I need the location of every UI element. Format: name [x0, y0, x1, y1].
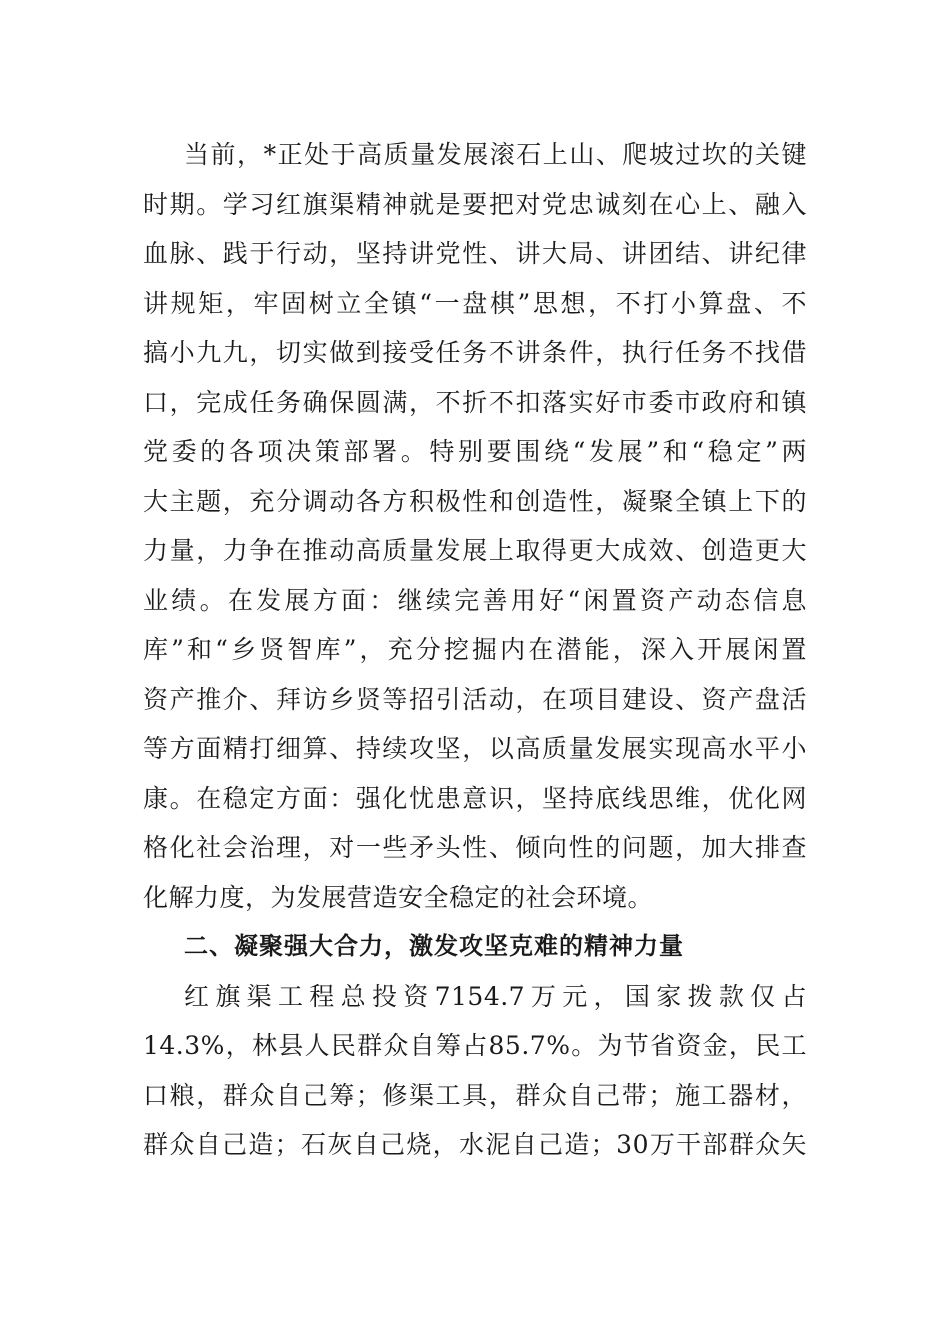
- paragraph-line: 党委的各项决策部署。特别要围绕“发展”和“稳定”两: [143, 437, 807, 466]
- paragraph-line: 口粮，群众自己筹；修渠工具，群众自己带；施工器材，: [143, 1080, 807, 1110]
- paragraph-line: 大主题，充分调动各方积极性和创造性，凝聚全镇上下的: [143, 486, 807, 516]
- document-body: [143, 130, 807, 1170]
- paragraph-line: 口，完成任务确保圆满，不折不扣落实好市委市政府和镇: [143, 387, 807, 417]
- paragraph-line: 等方面精打细算、持续攻坚，以高质量发展实现高水平小: [143, 734, 807, 763]
- paragraph-line: 搞小九九，切实做到接受任务不讲条件，执行任务不找借: [143, 338, 807, 367]
- paragraph-line: 当前，*正处于高质量发展滚石上山、爬坡过坎的关键: [184, 140, 807, 169]
- paragraph-line: 红旗渠工程总投资7154.7万元，国家拨款仅占: [184, 981, 807, 1011]
- paragraph-line: 化解力度，为发展营造安全稳定的社会环境。: [143, 882, 654, 912]
- paragraph-line: 格化社会治理，对一些矛头性、倾向性的问题，加大排查: [143, 833, 807, 862]
- paragraph-line: 群众自己造；石灰自己烧，水泥自己造；30万干部群众矢: [143, 1130, 807, 1159]
- paragraph-line: 时期。学习红旗渠精神就是要把对党忠诚刻在心上、融入: [143, 189, 807, 219]
- paragraph-line: 康。在稳定方面：强化忧患意识，坚持底线思维，优化网: [143, 783, 807, 813]
- paragraph-line: 14.3%，林县人民群众自筹占85.7%。为节省资金，民工: [143, 1031, 807, 1060]
- paragraph-line: 力量，力争在推动高质量发展上取得更大成效、创造更大: [143, 536, 807, 565]
- paragraph-line: 讲规矩，牢固树立全镇“一盘棋”思想，不打小算盘、不: [143, 288, 807, 318]
- paragraph-line: 资产推介、拜访乡贤等招引活动，在项目建设、资产盘活: [143, 684, 807, 714]
- paragraph-line: 库”和“乡贤智库”，充分挖掘内在潜能，深入开展闲置: [143, 635, 807, 664]
- section-heading: 二、凝聚强大合力，激发攻坚克难的精神力量: [184, 932, 684, 960]
- paragraph-line: 血脉、践于行动，坚持讲党性、讲大局、讲团结、讲纪律: [143, 239, 807, 268]
- paragraph-line: 业绩。在发展方面：继续完善用好“闲置资产动态信息: [143, 585, 807, 615]
